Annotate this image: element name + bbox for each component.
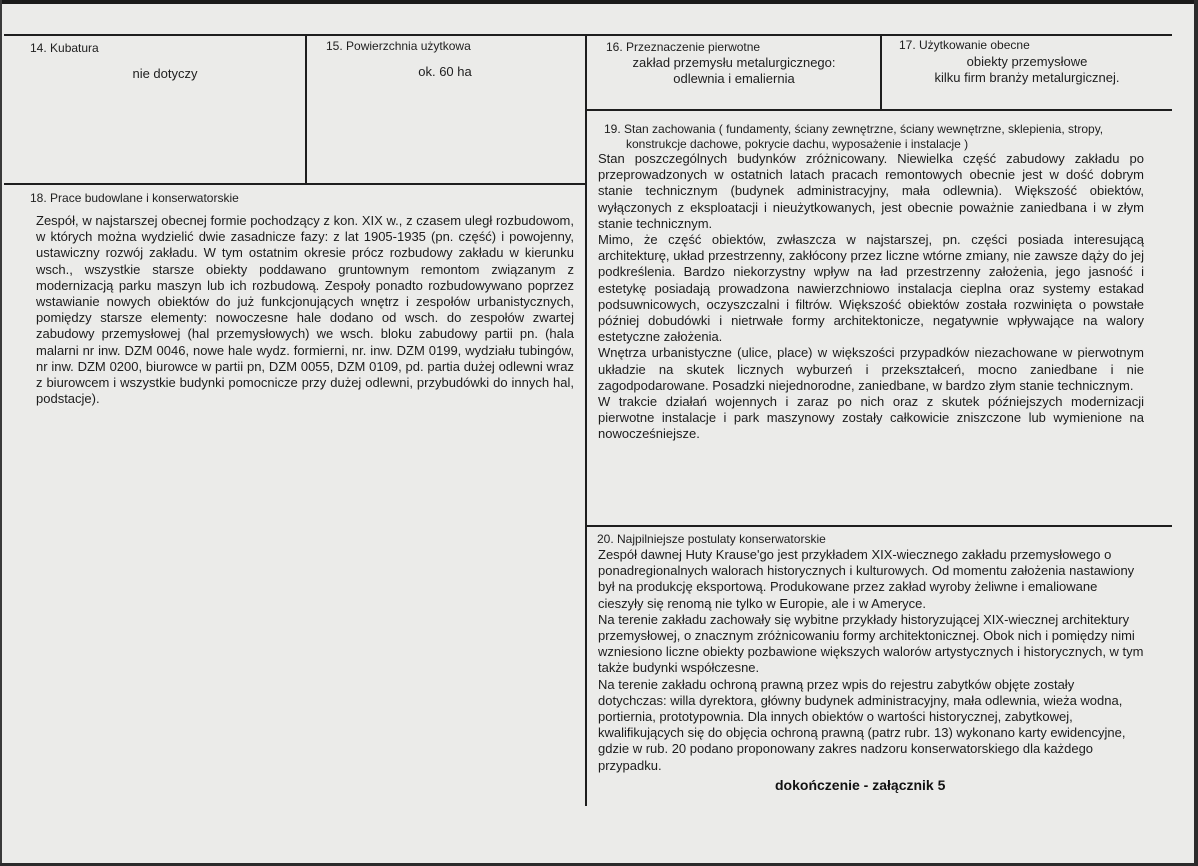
- rule-above-20: [586, 525, 1172, 527]
- value-uzytkowanie-line2: kilku firm branży metalurgicznej.: [934, 70, 1120, 85]
- text-stan: [598, 151, 1144, 443]
- prace-paragraph: Zespół, w najstarszej obecnej formie pochodzący z kon. XIX w., z czasem uległ rozbudowom, w których można wydzielić dwie zasadnicze fazy: z lat 1905-1935 (pn. część) i powojenny, ustawiczny rozwój zakładu. W tym ostatnim okresie prócz rozbudowy zakładu w kierunku wsch., wszystkie starsze obiekty poddawano gruntownym remontom związanym z modernizacją parku maszyn lub ich rozbudową. Zespoły ponadto rozbudowywano poprzez wstawianie nowych obiektów do już funkcjonujących wnętrz i zespołów urbanistycznych, pomiędzy starsze elementy: nowoczesne hale dodano od wsch. do zespołów zwartej zabudowy przemysłowej (hal przemysłowych) we wsch. bloku zabudowy partii pn. (hala malarni nr inw. DZM 0046, nowe hale wydz. formierni, nr. inw. DZM 0199, wydziału tubingów, nr inw. DZM 0200, biurowce w partii pn, DZM 0055, DZM 0109, pd. partia dużej odlewni wraz z biurowcem i wszystkie budynki pomocnicze przy dużej odlewni, przybudówki do innych hal, podstacje).: [36, 213, 574, 407]
- stan-paragraph: W trakcie działań wojennych i zaraz po nich oraz z skutek późniejszych modernizacji pierwotne instalacje i park maszynowy zostały całkowicie zniszczone lub wymienione na nowocześniejsze.: [598, 394, 1144, 442]
- rule-under-14-15: [4, 183, 586, 185]
- value-przeznaczenie-line1: zakład przemysłu metalurgicznego:: [632, 55, 836, 70]
- scan-edge-top: [0, 0, 1198, 4]
- continuation-note: dokończenie - załącznik 5: [775, 777, 946, 793]
- stan-paragraph: Stan poszczególnych budynków zróżnicowany. Niewielka część zabudowy zakładu po przeprowadzonych w ostatnich latach pracach remontowych obecnie jest w dość dobrym stanie technicznym (budynek administracyjny, mała odlewnia). Większość obiektów, wyłączonych z eksploatacji i nieużytkowanych, jest obecnie poważnie zaniedbana i w złym stanie technicznym.: [598, 151, 1144, 231]
- stan-paragraph: Wnętrza urbanistyczne (ulice, place) w większości przypadków niezachowane w pierwotnym układzie na skutek licznych wyburzeń i przekształceń, mocno zaniedbane i nie zagodpodarowane. Posadzki niejednorodne, zaniedbane, w bardzo złym stanie technicznym.: [598, 345, 1144, 393]
- rule-top-row: [4, 34, 1172, 36]
- label-powierzchnia: 15. Powierzchnia użytkowa: [326, 39, 471, 53]
- value-powierzchnia: ok. 60 ha: [418, 64, 472, 79]
- postulaty-paragraph: Zespół dawnej Huty Krause'go jest przykładem XIX-wiecznego zakładu przemysłowego o ponadregionalnych walorach historycznych i kulturowych. Od momentu założenia nastawiony był na produkcję eksportową. Produkowane przez zakład wyroby żeliwne i emaliowane cieszyły się renomą nie tylko w Europie, ale i w Ameryce.: [598, 547, 1135, 611]
- divider-left-right: [585, 34, 587, 806]
- text-prace: [36, 213, 574, 407]
- value-uzytkowanie-line1: obiekty przemysłowe: [966, 54, 1088, 69]
- value-przeznaczenie-line2: odlewnia i emaliernia: [673, 71, 795, 86]
- label-prace: 18. Prace budowlane i konserwatorskie: [30, 191, 239, 205]
- scan-edge-left: [0, 0, 2, 866]
- label-przeznaczenie: 16. Przeznaczenie pierwotne: [606, 40, 761, 54]
- text-postulaty: [598, 547, 1144, 774]
- divider-kubatura-powierzchnia: [305, 34, 307, 184]
- label-uzytkowanie: 17. Użytkowanie obecne: [899, 38, 1030, 52]
- postulaty-paragraph: Na terenie zakładu zachowały się wybitne przykłady historyzującej XIX-wiecznej architektury przemysłowej, o znacznym zróżnicowaniu formy architektonicznej. Obok nich i pomiędzy nimi wzniesiono liczne obiekty pozbawione większych walorów artystycznych i historycznych, w tym także budynki współczesne.: [598, 611, 1144, 676]
- postulaty-paragraph: Na terenie zakładu ochroną prawną przez wpis do rejestru zabytków objęte zostały dotychczas: willa dyrektora, główny budynek administracyjny, mała odlewnia, wieża wodna, portiernia, prototypownia. Dla innych obiektów o wartości historycznej, zabytkowej, kwalifikujących się do objęcia ochroną prawną (patrz rubr. 13) wykonano karty ewidencyjne, gdzie w rub. 20 podano proponowany zakres nadzoru konserwatorskiego dla każdego przypadku.: [598, 676, 1126, 773]
- rule-under-16-17: [586, 109, 1172, 111]
- label-stan-line1: 19. Stan zachowania ( fundamenty, ściany zewnętrzne, ściany wewnętrzne, sklepienia, stropy,: [604, 122, 1104, 136]
- divider-16-17: [880, 34, 882, 110]
- label-kubatura: 14. Kubatura: [30, 41, 99, 55]
- stan-paragraph: Mimo, że część obiektów, zwłaszcza w najstarszej, pn. części posiada interesującą architekturę, układ przestrzenny, zakłócony przez liczne wtórne zmiany, nie zawsze dąży do jej podkreślenia. Bardzo niekorzystny wpływ na ład przestrzenny założenia, jego jasność i estetykę posiadają prowadzona nawierzchniowo instalacja cieplna oraz systemy estakad podsuwnicowych, oczyszczalni i filtrów. Większość obiektów została rozwinięta o powstałe później dobudówki i nietrwałe formy architektonicze, negatywnie wpływające na walory estetyczne założenia.: [598, 232, 1144, 345]
- scan-edge-right: [1194, 0, 1198, 866]
- value-kubatura: nie dotyczy: [132, 66, 198, 81]
- label-postulaty: 20. Najpilniejsze postulaty konserwatorskie: [597, 532, 826, 546]
- label-stan-line2: konstrukcje dachowe, pokrycie dachu, wyposażenie i instalacje ): [626, 137, 969, 151]
